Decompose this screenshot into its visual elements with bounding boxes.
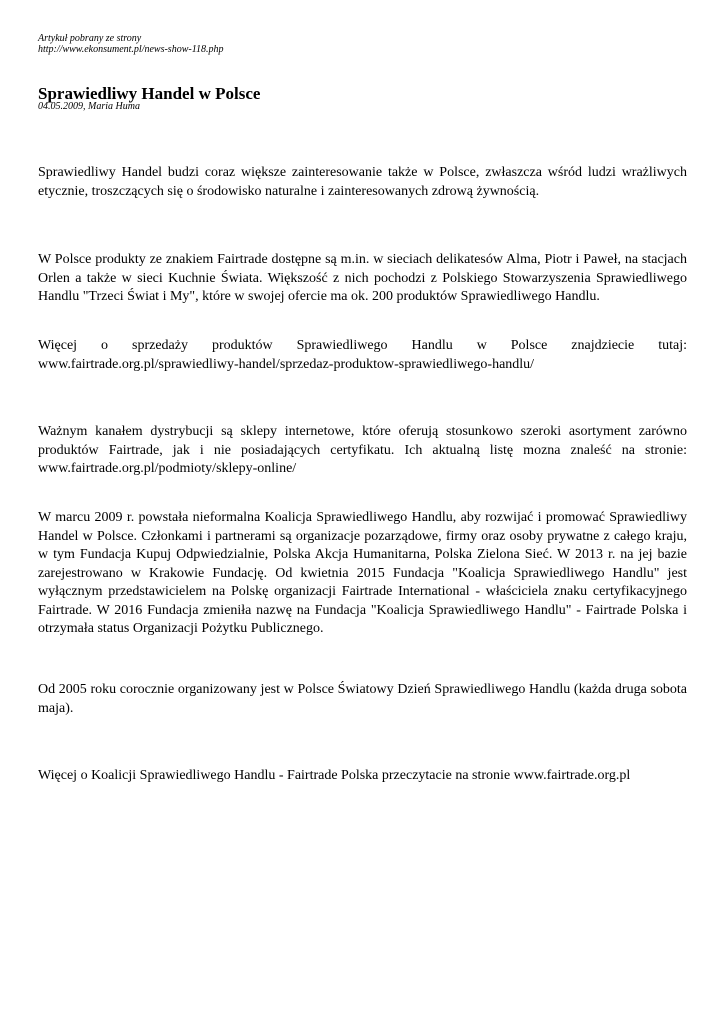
source-url[interactable]: http://www.ekonsument.pl/news-show-118.php [38,44,224,55]
article-byline: 04.05.2009, Maria Huma [38,101,140,112]
paragraph-more-info: Więcej o Koalicji Sprawiedliwego Handlu - Fairtrade Polska przeczytacie na stronie www.fairtrade.org.pl [38,768,631,783]
source-note [38,33,223,55]
paragraph-world-day: Od 2005 roku corocznie organizowany jest w Polsce Światowy Dzień Sprawiedliwego Handlu (każda druga sobota maja). [38,682,687,716]
paragraph-intro: Sprawiedliwy Handel budzi coraz większe zainteresowanie także w Polsce, zwłaszcza wśród ludzi wrażliwych etycznie, troszczących się o środowisko naturalne i zainteresowanych zdrową żywnością. [38,165,687,199]
paragraph-coalition: W marcu 2009 r. powstała nieformalna Koalicja Sprawiedliwego Handlu, aby rozwijać i promować Sprawiedliwy Handel w Polsce. Członkami i partnerami są organizacje pozarządowe, firmy oraz osoby prywatne z całego kraju, w tym Fundacja Kupuj Odpwiedzialnie, Polska Akcja Humanitarna, Polska Zielona Sieć. W 2013 r. na jej bazie zarejestrowano w Krakowie Fundację. Od kwietnia 2015 Fundacja "Koalicja Sprawiedliwego Handlu" jest wyłącznym przedstawicielem na Polskę organizacji Fairtrade International - właściciela znaku certyfikacyjnego Fairtrade. W 2016 Fundacja zmieniła nazwę na Fundacja "Koalicja Sprawiedliwego Handlu" - Fairtrade Polska i otrzymała status Organizacji Pożytku Publicznego. [38,510,687,636]
paragraph-sales-link: Więcej o sprzedaży produktów Sprawiedliwego Handlu w Polsce znajdziecie tutaj: www.fairtrade.org.pl/sprawiedliwy-handel/sprzedaz-produktow-sprawiedliwego-handlu/ [38,338,687,372]
paragraph-products: W Polsce produkty ze znakiem Fairtrade dostępne są m.in. w sieciach delikatesów Alma, Piotr i Paweł, na stacjach Orlen a także w sieci Kuchnie Świata. Większość z nich pochodzi z Polskiego Stowarzyszenia Sprawiedliwego Handlu "Trzeci Świat i My", które w swojej ofercie ma ok. 200 produktów Sprawiedliwego Handlu. [38,252,687,304]
source-label: Artykuł pobrany ze strony [38,33,142,44]
article-title: Sprawiedliwy Handel w Polsce [38,84,261,103]
paragraph-online-shops: Ważnym kanałem dystrybucji są sklepy internetowe, które oferują stosunkowo szeroki asortyment zarówno produktów Fairtrade, jak i nie posiadających certyfikatu. Ich aktualną listę mozna znaleść na stronie: www.fairtrade.org.pl/podmioty/sklepy-online/ [38,424,687,476]
